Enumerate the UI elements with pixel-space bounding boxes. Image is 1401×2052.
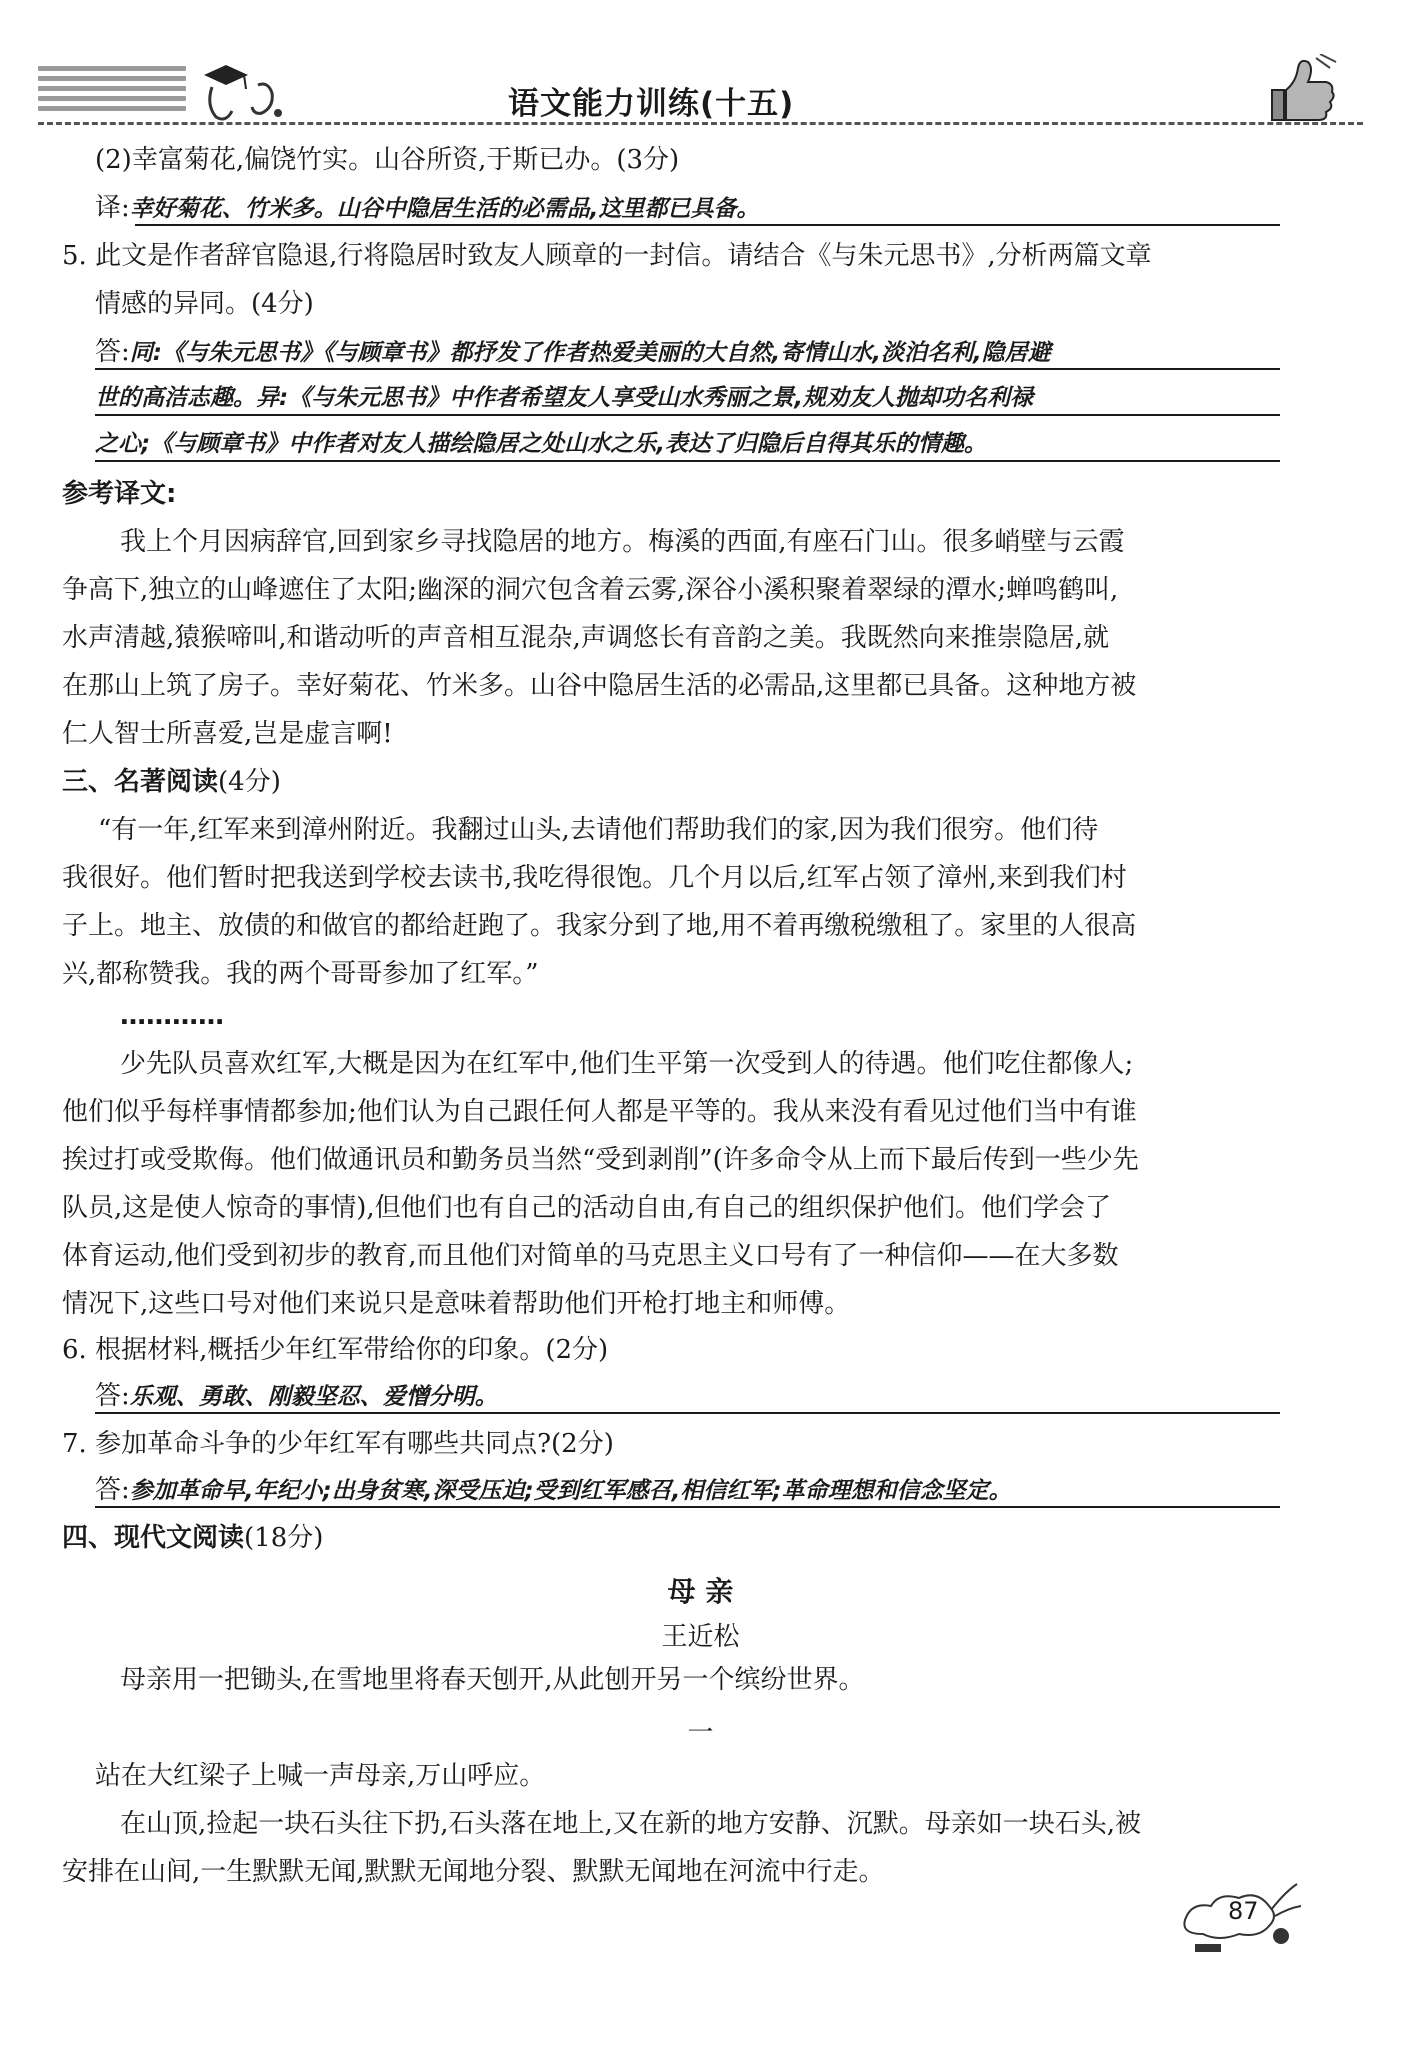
section3-title: 三、名著阅读 [62, 767, 219, 797]
header-divider [38, 122, 1363, 125]
answer-underline [95, 460, 1280, 462]
translation-line: 在那山上筑了房子。幸好菊花、竹米多。山谷中隐居生活的必需品,这里都已具备。这种地方被 [62, 671, 1137, 701]
article-line: 母亲用一把锄头,在雪地里将春天刨开,从此刨开另一个缤纷世界。 [120, 1665, 865, 1695]
section3-score: (4分) [218, 767, 281, 797]
section4-title: 四、现代文阅读 [62, 1523, 245, 1553]
translation-line: 我上个月因病辞官,回到家乡寻找隐居的地方。梅溪的西面,有座石门山。很多峭壁与云霞 [120, 527, 1125, 557]
answer-label: 译: [95, 193, 130, 223]
q5-answer-3: 之心;《与顾章书》中作者对友人描绘隐居之处山水之乐,表达了归隐后自得其乐的情趣。 [95, 431, 987, 457]
q4-2-answer: 幸好菊花、竹米多。山谷中隐居生活的必需品,这里都已具备。 [129, 196, 760, 222]
translation-line: 争高下,独立的山峰遮住了太阳;幽深的洞穴包含着云雾,深谷小溪积聚着翠绿的潭水;蝉鸣鹤叫, [62, 575, 1119, 605]
thumbs-up-icon [1258, 54, 1340, 126]
article-line: 在山顶,捡起一块石头往下扔,石头落在地上,又在新的地方安静、沉默。母亲如一块石头,被 [120, 1809, 1142, 1839]
page-number: 87 [1228, 1897, 1259, 1925]
q6-answer-line [95, 1380, 498, 1413]
excerpt-line: 少先队员喜欢红军,大概是因为在红军中,他们生平第一次受到人的待遇。他们吃住都像人; [120, 1049, 1134, 1079]
section4-heading [62, 1522, 323, 1554]
header-title: 语文能力训练(十五) [508, 86, 795, 122]
q4-2-answer-line [95, 192, 760, 225]
answer-underline [95, 1412, 1280, 1414]
article-title: 母 亲 [667, 1575, 734, 1608]
excerpt-line: 我很好。他们暂时把我送到学校去读书,我吃得很饱。几个月以后,红军占领了漳州,来到我们村 [62, 863, 1127, 893]
article-author: 王近松 [661, 1622, 740, 1652]
q5-question-line1: 5. 此文是作者辞官隐退,行将隐居时致友人顾章的一封信。请结合《与朱元思书》,分析两篇文章 [62, 241, 1152, 271]
excerpt-line: 队员,这是使人惊奇的事情),但他们也有自己的活动自由,有自己的组织保护他们。他们学会了 [62, 1193, 1111, 1223]
q5-answer-2: 世的高洁志趣。异:《与朱元思书》中作者希望友人享受山水秀丽之景,规劝友人抛却功名利禄 [95, 385, 1033, 411]
excerpt-line: 体育运动,他们受到初步的教育,而且他们对简单的马克思主义口号有了一种信仰——在大多数 [62, 1241, 1119, 1271]
answer-label: 答: [95, 337, 130, 367]
translation-line: 仁人智士所喜爱,岂是虚言啊! [62, 719, 393, 749]
answer-label: 答: [95, 1381, 130, 1411]
q6-answer: 乐观、勇敢、刚毅坚忍、爱憎分明。 [129, 1384, 498, 1410]
excerpt-ellipsis: ………… [120, 1001, 224, 1031]
article-line: 站在大红梁子上喊一声母亲,万山呼应。 [95, 1761, 546, 1791]
excerpt-line: 挨过打或受欺侮。他们做通讯员和勤务员当然“受到剥削”(许多命令从上而下最后传到一些少先 [62, 1145, 1139, 1175]
excerpt-line: 兴,都称赞我。我的两个哥哥参加了红军。” [62, 959, 539, 989]
graduation-cap-icon [196, 55, 296, 125]
q7-answer-line [95, 1474, 1012, 1507]
q5-answer-line1 [95, 336, 1051, 369]
article-section-number: 一 [687, 1718, 714, 1748]
answer-underline [135, 224, 1280, 226]
translation-line: 水声清越,猿猴啼叫,和谐动听的声音相互混杂,声调悠长有音韵之美。我既然向来推崇隐居,就 [62, 623, 1110, 653]
answer-underline [95, 414, 1280, 416]
excerpt-line: 他们似乎每样事情都参加;他们认为自己跟任何人都是平等的。我从来没有看见过他们当中有谁 [62, 1097, 1137, 1127]
excerpt-line: 情况下,这些口号对他们来说只是意味着帮助他们开枪打地主和师傅。 [62, 1289, 851, 1319]
answer-label: 答: [95, 1475, 130, 1505]
excerpt-line: 子上。地主、放债的和做官的都给赶跑了。我家分到了地,用不着再缴税缴租了。家里的人很高 [62, 911, 1137, 941]
q4-2-question: (2)幸富菊花,偏饶竹实。山谷所资,于斯已办。(3分) [95, 145, 680, 175]
answer-underline [95, 1506, 1280, 1508]
article-line: 安排在山间,一生默默无闻,默默无闻地分裂、默默无闻地在河流中行走。 [62, 1857, 885, 1887]
q5-question-line2: 情感的异同。(4分) [95, 289, 314, 319]
q5-answer-1: 同:《与朱元思书》《与顾章书》都抒发了作者热爱美丽的大自然,寄情山水,淡泊名利,隐居避 [129, 340, 1051, 366]
q7-question: 7. 参加革命斗争的少年红军有哪些共同点?(2分) [62, 1429, 614, 1459]
header-stripes [38, 66, 186, 116]
q7-answer: 参加革命早,年纪小;出身贫寒,深受压迫;受到红军感召,相信红军;革命理想和信念坚定。 [129, 1478, 1012, 1504]
answer-underline [95, 368, 1280, 370]
section4-score: (18分) [244, 1523, 324, 1553]
excerpt-line: “有一年,红军来到漳州附近。我翻过山头,去请他们帮助我们的家,因为我们很穷。他们待 [98, 815, 1099, 845]
q6-question: 6. 根据材料,概括少年红军带给你的印象。(2分) [62, 1335, 609, 1365]
translation-heading: 参考译文: [62, 479, 177, 509]
section3-heading [62, 766, 281, 798]
